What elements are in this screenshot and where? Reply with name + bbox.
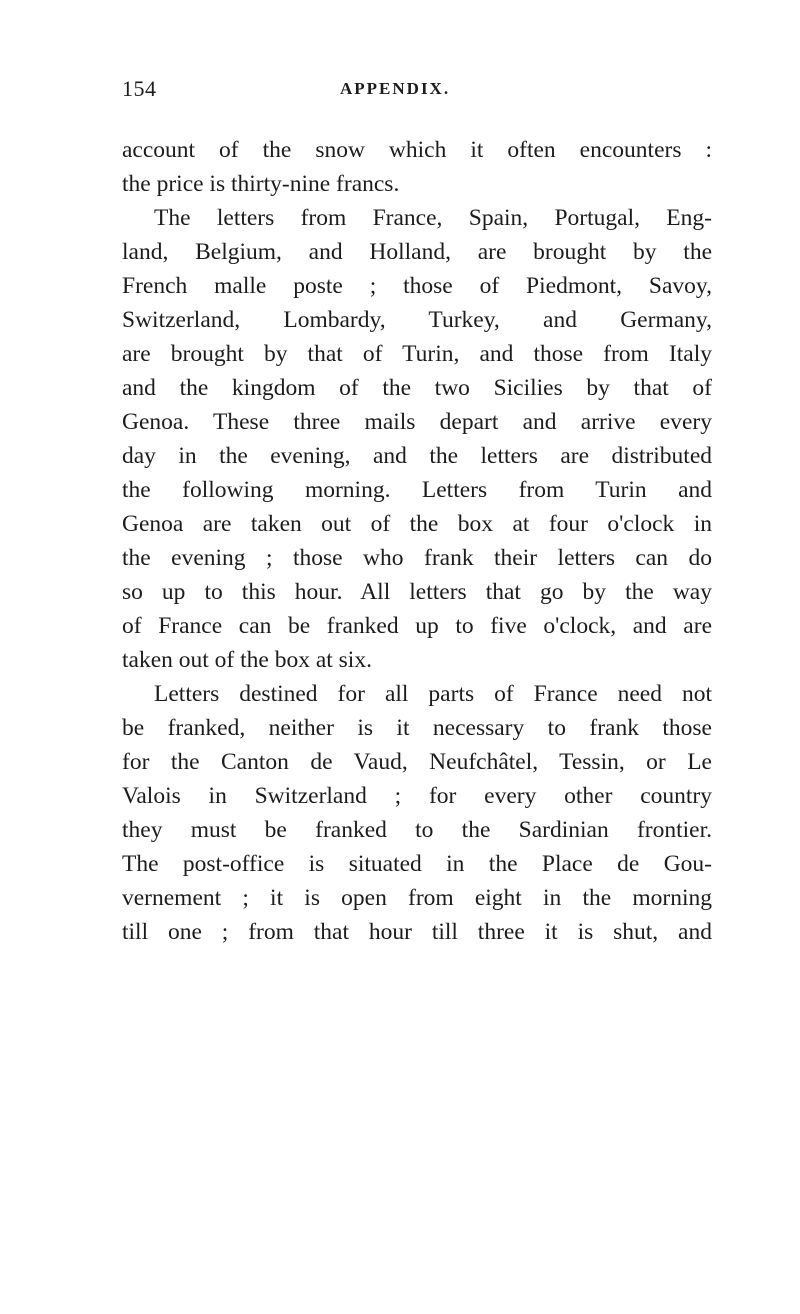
text-line: they must be franked to the Sardinian frontier. xyxy=(122,817,712,843)
text-line: The post-office is situated in the Place de Gou- xyxy=(122,851,712,877)
text-line: be franked, neither is it necessary to frank those xyxy=(122,715,712,741)
text-line: Switzerland, Lombardy, Turkey, and Germany, xyxy=(122,307,712,333)
text-line: of France can be franked up to five o'clock, and are xyxy=(122,613,712,639)
running-head-title: APPENDIX. xyxy=(340,79,451,98)
text-line: Genoa are taken out of the box at four o'clock in xyxy=(122,511,712,537)
page-number: 154 xyxy=(122,76,157,101)
text-line: The letters from France, Spain, Portugal, Eng- xyxy=(154,205,712,231)
text-line: vernement ; it is open from eight in the morning xyxy=(122,885,712,911)
text-line: Letters destined for all parts of France need not xyxy=(154,681,712,707)
text-line: land, Belgium, and Holland, are brought by the xyxy=(122,239,712,265)
text-line: are brought by that of Turin, and those from Italy xyxy=(122,341,712,367)
text-line: day in the evening, and the letters are distributed xyxy=(122,443,712,469)
text-line: so up to this hour. All letters that go by the way xyxy=(122,579,712,605)
text-line: account of the snow which it often encounters : xyxy=(122,137,712,163)
text-line: the following morning. Letters from Turin and xyxy=(122,477,712,503)
text-line: the price is thirty-nine francs. xyxy=(122,171,400,197)
body-text xyxy=(122,133,712,949)
text-line: and the kingdom of the two Sicilies by that of xyxy=(122,375,712,401)
text-line: Genoa. These three mails depart and arrive every xyxy=(122,409,712,435)
text-line: for the Canton de Vaud, Neufchâtel, Tessin, or Le xyxy=(122,749,712,775)
text-line: taken out of the box at six. xyxy=(122,647,372,673)
text-line: till one ; from that hour till three it is shut, and xyxy=(122,919,712,945)
text-line: Valois in Switzerland ; for every other country xyxy=(122,783,712,809)
running-head xyxy=(122,76,712,102)
text-line: the evening ; those who frank their letters can do xyxy=(122,545,712,571)
text-line: French malle poste ; those of Piedmont, Savoy, xyxy=(122,273,712,299)
